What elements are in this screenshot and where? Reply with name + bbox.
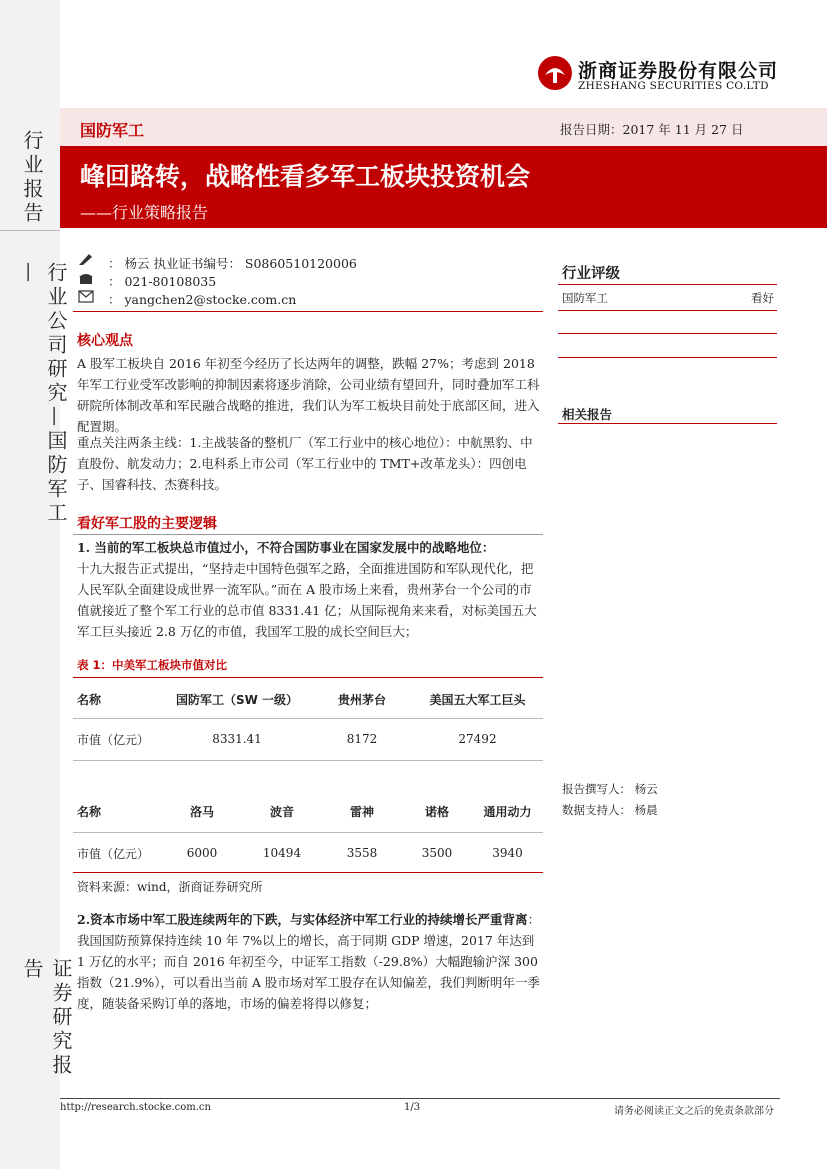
table-2-data-row xyxy=(73,841,543,865)
point1-text: 十九大报告正式提出，“坚持走中国特色强军之路，全面推进国防和军队现代化，把人民军队全面建设成世界一流军队。”而在 A 股市场上来看，贵州茅台一个公司的市值就接近了整个军工行业的总市值 8331.41 亿；从国际视角来来看，对标美国五大军工巨头接近 2.8 万亿的市值，我国军工股的成长空间巨大； xyxy=(77,561,537,639)
core-paragraph-1: A 股军工板块自 2016 年初至今经历了长达两年的调整，跌幅 27%；考虑到 2018 年军工行业受军改影响的抑制因素将逐步消除，公司业绩有望回升，同时叠加军工科研院所体制改革和军民融合战略的推进，我们认为军工板块目前处于底部区间，进入配置期。 xyxy=(77,356,540,434)
report-date: 报告日期：2017 年 11 月 27 日 xyxy=(560,122,744,137)
footer-url[interactable]: http://research.stocke.com.cn xyxy=(60,1102,211,1113)
footer-rule xyxy=(60,1098,780,1099)
table-2-cell: 6000 xyxy=(186,846,218,860)
core-heading: 核心观点 xyxy=(77,333,133,349)
core-paragraph-2: 重点关注两条主线：1.主战装备的整机厂（军工行业中的核心地位）：中航黑豹、中直股份、航发动力；2.电科系上市公司（军工行业中的 TMT+改革龙头）：四创电子、国睿科技、杰赛科技。 xyxy=(77,435,533,492)
table-2-cell: 3500 xyxy=(421,846,453,860)
table-1-header: 名称 xyxy=(77,692,102,707)
table-1-header: 国防军工（SW 一级） xyxy=(175,692,299,707)
table-1-cell: 8331.41 xyxy=(212,732,262,746)
table-2-cell: 3558 xyxy=(346,846,378,860)
table-1-data-row xyxy=(73,726,543,752)
report-type-tab: 行业报告 xyxy=(20,130,44,226)
phone-line: ： 021-80108035 xyxy=(108,274,217,289)
table-bottom-rule xyxy=(73,872,543,873)
footer-disclaimer: 请务必阅读正文之后的免责条款部分 xyxy=(614,1106,774,1117)
logic-heading: 看好军工股的主要逻辑 xyxy=(77,516,217,532)
table-1 xyxy=(73,684,543,714)
table-2-cell: 10494 xyxy=(262,846,302,860)
zheshang-logo-icon xyxy=(537,55,573,91)
rating-sector: 国防军工 xyxy=(562,291,608,305)
table-1-header-row xyxy=(73,684,543,714)
table-1-row-rule xyxy=(73,718,543,719)
email-line[interactable]: ： yangchen2@stocke.com.cn xyxy=(108,292,297,307)
pen-icon xyxy=(78,251,94,270)
table-1-header: 贵州茅台 xyxy=(337,692,386,707)
point2-text: ：我国国防预算保持连续 10 年 7%以上的增长，高于同期 GDP 增速，2017 年达到 1 万亿的水平；而自 2016 年初至今，中证军工指数（-29.8%）大幅跑输沪深 300 指数（21.9%），可以看出当前 A 股市场对军工股存在认知偏差，我们判断明年一季度，随装备采购订单的落地，市场的偏差将得以修复； xyxy=(77,912,541,1011)
table-1-header: 美国五大军工巨头 xyxy=(429,692,526,707)
table-1-row-label: 市值（亿元） xyxy=(77,732,150,747)
analyst-line: ： 杨云 执业证书编号： S0860510120006 xyxy=(108,256,357,271)
table-1-cell: 8172 xyxy=(346,732,378,746)
table-2-header: 波音 xyxy=(269,804,294,819)
phone-icon xyxy=(78,270,94,289)
table-2 xyxy=(73,798,543,824)
rating-rule-2 xyxy=(558,310,777,311)
company-name-en: ZHESHANG SECURITIES CO.LTD xyxy=(578,80,769,92)
securities-research-tab: 证券研究报告 xyxy=(20,958,73,1078)
table-2-header: 洛马 xyxy=(189,804,214,819)
table-2-header: 雷神 xyxy=(349,804,374,819)
company-logo xyxy=(537,55,573,91)
table-caption: 表 1：中美军工板块市值对比 xyxy=(77,658,228,672)
table-2-header: 名称 xyxy=(77,804,102,819)
point2-title: 2.资本市场中军工股连续两年的下跌，与实体经济中军工行业的持续增长严重背离 xyxy=(77,912,528,927)
table-source: 资料来源：wind，浙商证券研究所 xyxy=(77,880,263,894)
table-2-cell: 3940 xyxy=(492,846,523,860)
related-rule xyxy=(558,423,777,424)
point1-title: 1. 当前的军工板块总市值过小，不符合国防事业在国家发展中的战略地位： xyxy=(77,540,495,555)
contacts-divider xyxy=(73,311,543,312)
related-reports-heading: 相关报告 xyxy=(562,407,613,422)
table-1-cell: 27492 xyxy=(458,732,497,746)
category-tab: 行业公司研究—国防军工— xyxy=(18,262,68,526)
sector-label: 国防军工 xyxy=(80,121,145,140)
rating-rule-4 xyxy=(558,357,777,358)
support-line: 数据支持人： 杨晨 xyxy=(562,803,658,817)
company-name-cn: 浙商证券股份有限公司 xyxy=(578,60,779,82)
author-line: 报告撰写人： 杨云 xyxy=(562,782,658,796)
logic-divider xyxy=(73,534,543,535)
table-2-header-row xyxy=(73,798,543,824)
table-2-row-label: 市值（亿元） xyxy=(77,846,150,861)
table-top-rule xyxy=(73,677,543,678)
rating-rule xyxy=(558,284,777,285)
point2-paragraph xyxy=(77,909,544,1014)
table-1-bottom-rule xyxy=(73,760,543,761)
rating-value: 看好 xyxy=(751,291,774,305)
report-subtitle: ——行业策略报告 xyxy=(80,203,209,222)
tab-divider xyxy=(0,230,60,231)
report-title: 峰回路转，战略性看多军工板块投资机会 xyxy=(80,162,531,191)
page-number: 1/3 xyxy=(404,1102,421,1113)
rating-rule-3 xyxy=(558,333,777,334)
rating-heading: 行业评级 xyxy=(562,266,620,282)
mail-icon xyxy=(78,288,94,307)
table-2-row-rule xyxy=(73,832,543,833)
table-2-header: 诺格 xyxy=(424,804,449,819)
table-2-header: 通用动力 xyxy=(483,804,532,819)
